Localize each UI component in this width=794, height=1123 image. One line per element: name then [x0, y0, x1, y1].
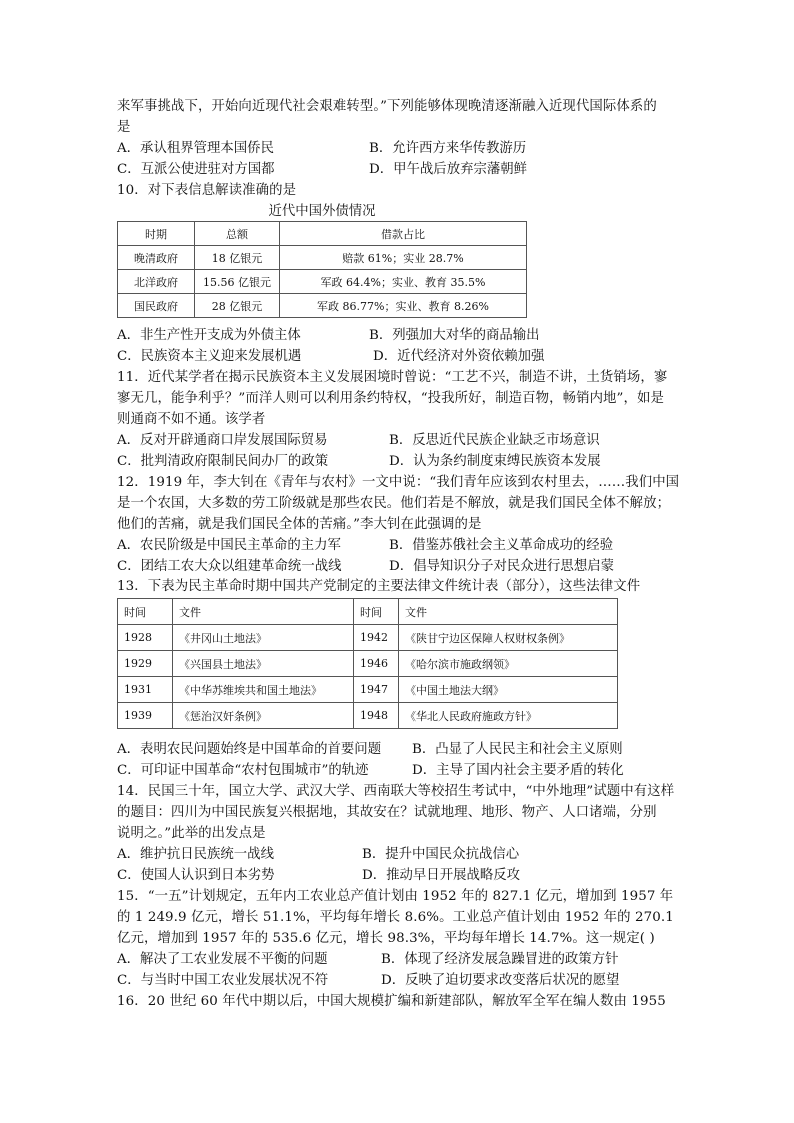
table-row — [118, 294, 527, 318]
table-cell: 北洋政府 — [118, 270, 195, 294]
option-b: B．允许西方来华传教游历 — [369, 141, 527, 156]
question-11-stem: 11．近代某学者在揭示民族资本主义发展困境时曾说：“工艺不兴，制造不讲，土货销场，寥 — [117, 370, 668, 385]
table-cell: 1939 — [118, 703, 173, 729]
table-row — [118, 651, 618, 677]
table-cell: 《惩治汉奸条例》 — [173, 703, 354, 729]
table-cell: 《兴国县土地法》 — [173, 651, 354, 677]
option-c: C．与当时中国工农业发展状况不符 — [117, 973, 329, 988]
table-cell: 18 亿银元 — [195, 246, 280, 270]
text-line: 寥无几，能争利乎？”而洋人则可以利用条约特权，“投我所好，制造百物，畅销内地”，如是 — [117, 391, 664, 406]
option-c: C．使国人认识到日本劣势 — [117, 868, 275, 883]
option-a: A．维护抗日民族统一战线 — [117, 847, 274, 862]
table-header-cell: 文件 — [399, 599, 618, 625]
table-cell: 晚清政府 — [118, 246, 195, 270]
text-line: 亿元，增加到 1957 年的 535.6 亿元，增长 98.3%，平均每年增长 14.7%。这一规定( ) — [117, 931, 655, 946]
option-d: D．甲午战后放弃宗藩朝鲜 — [369, 162, 528, 177]
table-row — [118, 246, 527, 270]
option-c: C．团结工农大众以组建革命统一战线 — [117, 559, 342, 574]
table-cell: 《中华苏维埃共和国土地法》 — [173, 677, 354, 703]
table-header-cell: 时间 — [118, 599, 173, 625]
table-cell: 《哈尔滨市施政纲领》 — [399, 651, 618, 677]
table-cell: 28 亿银元 — [195, 294, 280, 318]
question-13-stem: 13．下表为民主革命时期中国共产党制定的主要法律文件统计表（部分），这些法律文件 — [117, 579, 641, 594]
table-header-cell: 时期 — [118, 222, 195, 246]
text-line: 说明之。”此举的出发点是 — [117, 826, 266, 841]
table-header-row — [118, 599, 618, 625]
question-10-stem: 10．对下表信息解读准确的是 — [117, 183, 297, 198]
option-a: A．承认租界管理本国侨民 — [117, 141, 274, 156]
table-cell: 15.56 亿银元 — [195, 270, 280, 294]
option-d: D．反映了迫切要求改变落后状况的愿望 — [381, 973, 620, 988]
table-row — [118, 703, 618, 729]
question-12-stem: 12．1919 年，李大钊在《青年与农村》一文中说：“我们青年应该到农村里去，……我们中国 — [117, 475, 680, 490]
foreign-debt-table — [117, 221, 527, 318]
table-header-cell: 总额 — [195, 222, 280, 246]
table-cell: 1931 — [118, 677, 173, 703]
text-line: 则通商不如不通。该学者 — [117, 412, 266, 427]
option-b: B．反思近代民族企业缺乏市场意识 — [389, 433, 600, 448]
option-a: A．表明农民问题始终是中国革命的首要问题 — [117, 742, 382, 757]
table-cell: 1946 — [354, 651, 399, 677]
option-c: C．可印证中国革命“农村包围城市”的轨迹 — [117, 763, 369, 778]
legal-documents-table — [117, 598, 618, 729]
option-c: C．批判清政府限制民间办厂的政策 — [117, 454, 329, 469]
table-cell: 1942 — [354, 625, 399, 651]
option-a: A．农民阶级是中国民主革命的主力军 — [117, 538, 341, 553]
option-c: C．民族资本主义迎来发展机遇 — [117, 349, 302, 364]
table-cell: 《华北人民政府施政方针》 — [399, 703, 618, 729]
option-a: A．非生产性开支成为外债主体 — [117, 328, 301, 343]
question-15-stem: 15．“一五”计划规定，五年内工农业总产值计划由 1952 年的 827.1 亿元，增加到 1957 年 — [117, 889, 674, 904]
text-line: 的 1 249.9 亿元，增长 51.1%，平均每年增长 8.6%。工业总产值计划由 1952 年的 270.1 — [117, 910, 674, 925]
table-header-row — [118, 222, 527, 246]
question-14-stem: 14．民国三十年，国立大学、武汉大学、西南联大等校招生考试中，“中外地理”试题中有这样 — [117, 784, 675, 799]
table-header-cell: 时间 — [354, 599, 399, 625]
table-cell: 《中国土地法大纲》 — [399, 677, 618, 703]
table-cell: 《陕甘宁边区保障人权财权条例》 — [399, 625, 618, 651]
option-d: D．推动早日开展战略反攻 — [362, 868, 521, 883]
option-b: B．列强加大对华的商品输出 — [369, 328, 540, 343]
option-a: A．反对开辟通商口岸发展国际贸易 — [117, 433, 328, 448]
option-b: B．凸显了人民民主和社会主义原则 — [412, 742, 623, 757]
table-header-cell: 借款占比 — [280, 222, 527, 246]
text-line: 是一个农国，大多数的劳工阶级就是那些农民。他们若是不解放，就是我们国民全体不解放； — [117, 496, 671, 511]
question-16-stem: 16．20 世纪 60 年代中期以后，中国大规模扩编和新建部队，解放军全军在编人数由 1955 — [117, 994, 666, 1009]
option-d: D．近代经济对外资依赖加强 — [373, 349, 545, 364]
option-b: B．提升中国民众抗战信心 — [362, 847, 520, 862]
table-caption: 近代中国外债情况 — [268, 204, 376, 219]
option-d: D．倡导知识分子对民众进行思想启蒙 — [389, 559, 614, 574]
table-cell: 1948 — [354, 703, 399, 729]
table-cell: 赔款 61%；实业 28.7% — [280, 246, 527, 270]
table-cell: 国民政府 — [118, 294, 195, 318]
text-line: 是 — [117, 120, 131, 135]
table-cell: 1928 — [118, 625, 173, 651]
text-line: 的题目：四川为中国民族复兴根据地，其故安在？试就地理、地形、物产、人口诸端，分别 — [117, 805, 657, 820]
option-d: D．主导了国内社会主要矛盾的转化 — [412, 763, 624, 778]
text-line: 来军事挑战下，开始向近现代社会艰难转型。”下列能够体现晚清逐渐融入近现代国际体系的 — [117, 99, 657, 114]
table-row — [118, 625, 618, 651]
table-row — [118, 677, 618, 703]
table-cell: 军政 86.77%；实业、教育 8.26% — [280, 294, 527, 318]
table-cell: 1929 — [118, 651, 173, 677]
table-cell: 1947 — [354, 677, 399, 703]
text-line: 他们的苦痛，就是我们国民全体的苦痛。”李大钊在此强调的是 — [117, 517, 482, 532]
table-cell: 军政 64.4%；实业、教育 35.5% — [280, 270, 527, 294]
table-row — [118, 270, 527, 294]
option-d: D．认为条约制度束缚民族资本发展 — [389, 454, 601, 469]
option-b: B．借鉴苏俄社会主义革命成功的经验 — [389, 538, 614, 553]
table-cell: 《井冈山土地法》 — [173, 625, 354, 651]
option-a: A．解决了工农业发展不平衡的问题 — [117, 952, 328, 967]
option-b: B．体现了经济发展急躁冒进的政策方针 — [381, 952, 619, 967]
table-header-cell: 文件 — [173, 599, 354, 625]
option-c: C．互派公使进驻对方国都 — [117, 162, 275, 177]
